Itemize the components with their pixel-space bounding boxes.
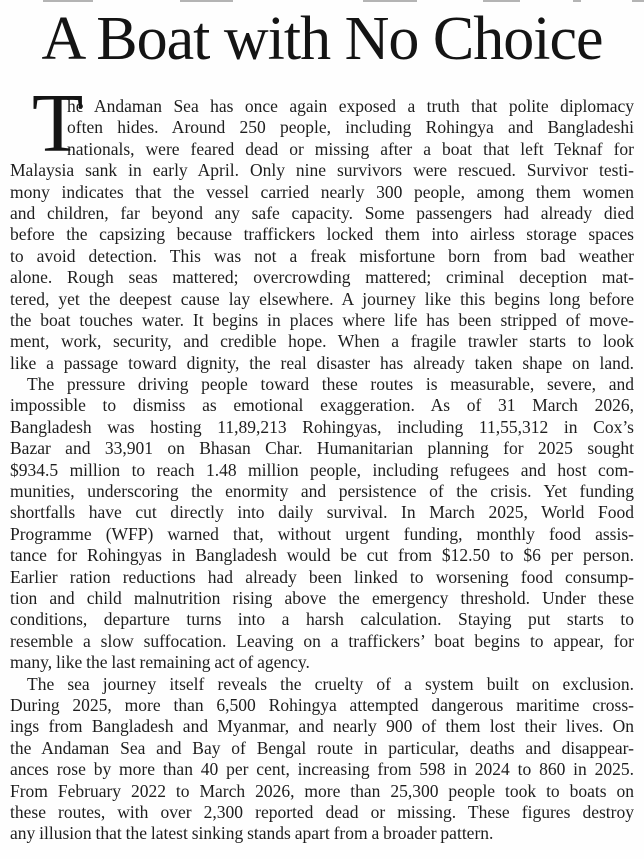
text-line: ment, work, security, and credible hope. When a fragile trawler starts to look (10, 331, 634, 352)
text-line: resemble a slow suffocation. Leaving on a traffickers’ boat begins to appear, for (10, 630, 634, 651)
text-line: nationals, were feared dead or missing after a boat that left Teknaf for (67, 138, 634, 159)
text-line: Bazar and 33,901 on Bhasan Char. Humanitarian planning for 2025 sought (10, 438, 634, 459)
text-line: before the capsizing because traffickers locked them into airless storage spaces (10, 224, 634, 245)
text-line: Programme (WFP) warned that, without urgent funding, monthly food assis- (10, 523, 634, 544)
text-line: alone. Rough seas mattered; overcrowding mattered; criminal deception mat- (10, 267, 634, 288)
paragraph (10, 674, 634, 845)
text-line: Bangladesh was hosting 11,89,213 Rohingyas, including 11,55,312 in Cox’s (10, 416, 634, 437)
text-line: ances rose by more than 40 per cent, increasing from 598 in 2024 to 860 in 2025. (10, 759, 634, 780)
text-line: often hides. Around 250 people, including Rohingya and Bangladeshi (67, 117, 634, 138)
text-line: the boat touches water. It begins in places where life has been stripped of move- (10, 309, 634, 330)
text-line: From February 2022 to March 2026, more than 25,300 people took to boats on (10, 780, 634, 801)
text-line: conditions, departure turns into a harsh calculation. Staying put starts to (10, 609, 634, 630)
text-line: tance for Rohingyas in Bangladesh would be cut from $12.50 to $6 per person. (10, 545, 634, 566)
drop-cap-letter: T (32, 77, 84, 170)
text-line: $934.5 million to reach 1.48 million people, including refugees and host com- (10, 459, 634, 480)
text-line: tered, yet the deepest cause lay elsewhere. A journey like this begins long before (10, 288, 634, 309)
text-line: ings from Bangladesh and Myanmar, and nearly 900 of them lost their lives. On (10, 716, 634, 737)
text-line: During 2025, more than 6,500 Rohingya attempted dangerous maritime cross- (10, 694, 634, 715)
text-line: these routes, with over 2,300 reported dead or missing. These figures destroy (10, 801, 634, 822)
paragraph (10, 77, 634, 374)
paragraph (10, 374, 634, 673)
text-line: many, like the last remaining act of agency. (10, 652, 310, 673)
text-line: Earlier ration reductions had already been linked to worsening food consump- (10, 566, 634, 587)
text-line: like a passage toward dignity, the real disaster has already taken shape on land. (10, 352, 634, 373)
text-line: Malaysia sank in early April. Only nine survivors were rescued. Survivor testi- (10, 160, 634, 181)
text-line: and children, far beyond any safe capacity. Some passengers had already died (10, 202, 634, 223)
text-line: mony indicates that the vessel carried nearly 300 people, among them women (10, 181, 634, 202)
article-title: A Boat with No Choice (41, 5, 603, 73)
text-line: The pressure driving people toward these routes is measurable, severe, and (27, 374, 634, 395)
text-line: impossible to dismiss as emotional exaggeration. As of 31 March 2026, (10, 395, 634, 416)
cropped-text-artifact (0, 0, 644, 3)
text-line: shortfalls have cut directly into daily survival. In March 2025, World Food (10, 502, 634, 523)
text-line: munities, underscoring the enormity and persistence of the crisis. Yet funding (10, 481, 634, 502)
text-line: The sea journey itself reveals the cruelty of a system built on exclusion. (27, 673, 634, 694)
article-body (0, 77, 644, 845)
text-line: he Andaman Sea has once again exposed a truth that polite diplomacy (67, 96, 634, 116)
text-line: to avoid detection. This was not a freak misfortune born from bad weather (10, 245, 634, 266)
text-line: any illusion that the latest sinking stands apart from a broader pattern. (10, 823, 494, 844)
text-line: the Andaman Sea and Bay of Bengal route in particular, deaths and disappear- (10, 737, 634, 758)
text-line: tion and child malnutrition rising above the emergency threshold. Under these (10, 587, 634, 608)
